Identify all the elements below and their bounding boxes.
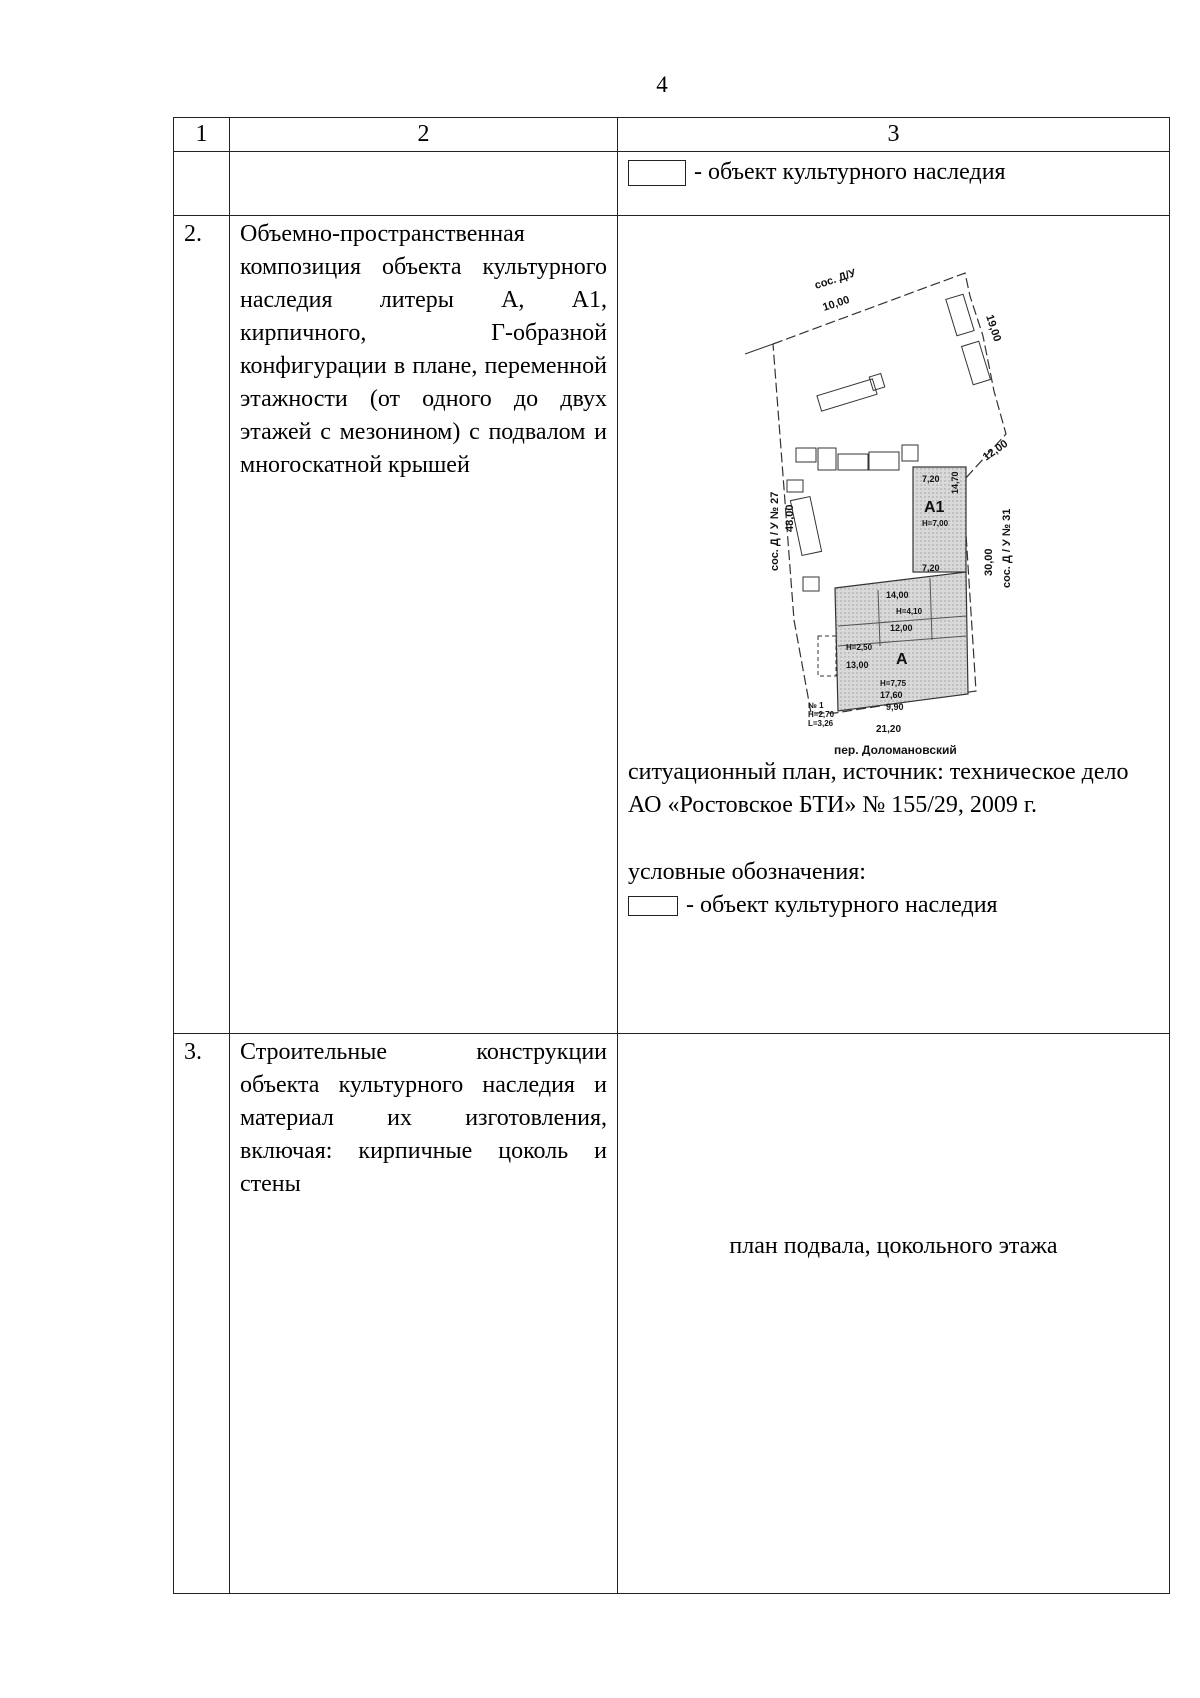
floorplan-cell (618, 1034, 1170, 1594)
label-corner-3: L=3,26 (808, 719, 834, 728)
header-col-3: 3 (618, 118, 1170, 152)
label-street: пер. Доломановский (834, 743, 957, 756)
legend-swatch (628, 896, 678, 916)
label-h-a: Н=7,75 (880, 679, 907, 688)
label-a-4: 17,60 (880, 690, 903, 700)
situation-plan-drawing (628, 216, 1160, 756)
label-corner-1: № 1 (808, 701, 824, 710)
row-number-empty (174, 152, 230, 216)
label-a1-mid: 7,20 (922, 563, 940, 573)
label-h-a2: Н=4,10 (896, 607, 923, 616)
label-lit-a1: А1 (924, 499, 945, 516)
label-right-neighbor: сос. Д / У № 31 (1001, 508, 1013, 588)
legend-cell (618, 152, 1170, 216)
page-number: 4 (656, 72, 668, 97)
label-a-3: 13,00 (846, 660, 869, 670)
label-a-1: 14,00 (886, 590, 909, 600)
label-sos-top: сос. Д/У (813, 267, 858, 292)
table-header-row (174, 118, 1170, 152)
label-a-2: 12,00 (890, 623, 913, 633)
label-dim-top: 10,00 (821, 293, 852, 314)
row-number: 3. (174, 1034, 230, 1594)
legend-label: - объект культурного наследия (686, 892, 998, 918)
label-a1-side: 14,70 (950, 471, 960, 494)
heritage-table (173, 117, 1170, 1594)
table-row (174, 152, 1170, 216)
label-dim-left: 48,00 (784, 504, 796, 532)
label-corner-2: Н=2,70 (808, 710, 835, 719)
legend-swatch (628, 160, 686, 186)
row-description-empty (230, 152, 618, 216)
label-lit-a: А (896, 651, 908, 668)
label-dim-right: 30,00 (983, 548, 995, 576)
legend (628, 152, 1159, 189)
legend-label: - объект культурного наследия (694, 159, 1006, 185)
plan-cell (618, 216, 1170, 1034)
label-dim-diag: 12,00 (980, 437, 1011, 464)
floorplan-caption: план подвала, цокольного этажа (729, 1233, 1058, 1259)
row-description: Объемно-пространственная композиция объекта культурного наследия литеры А, А1, кирпичного, Г-образной конфигурации в плане, переменной этажности (от одного до двух этажей с мезонином) с подвалом и многоскатной крышей (230, 216, 618, 1034)
row-number: 2. (174, 216, 230, 1034)
plan-caption: ситуационный план, источник: техническое дело АО «Ростовское БТИ» № 155/29, 2009 г. (628, 759, 1129, 818)
label-dim-top-right: 19,00 (983, 313, 1004, 344)
table-row (174, 1034, 1170, 1594)
label-dim-bottom: 21,20 (876, 724, 902, 735)
row-description: Строительные конструкции объекта культурного наследия и материал их изготовления, включая: кирпичные цоколь и стены (230, 1034, 618, 1594)
legend-title: условные обозначения: (628, 859, 866, 885)
header-col-1: 1 (174, 118, 230, 152)
label-a-5: 9,90 (886, 702, 904, 712)
label-left-neighbor: сос. Д / У № 27 (769, 491, 781, 571)
label-a1-top: 7,20 (922, 474, 940, 484)
label-h-a1: Н=7,00 (922, 519, 949, 528)
header-col-2: 2 (230, 118, 618, 152)
label-h-a3: Н=2,50 (846, 643, 873, 652)
table-row (174, 216, 1170, 1034)
situation-plan (628, 216, 1159, 756)
legend (628, 889, 1159, 922)
